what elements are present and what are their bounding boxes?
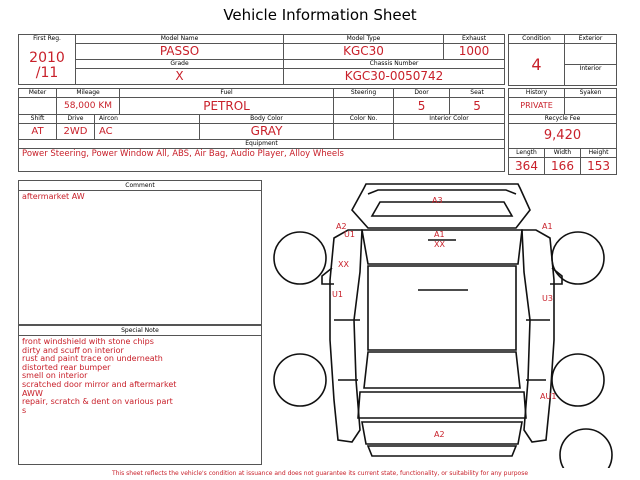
chassis-label: Chassis Number: [284, 60, 505, 69]
seat-label: Seat: [450, 89, 505, 98]
interior-color-label: Interior Color: [394, 115, 505, 124]
model-type-label: Model Type: [284, 35, 444, 44]
body-color-label: Body Color: [200, 115, 334, 124]
drive-value: 2WD: [57, 124, 95, 140]
damage-label-a3: A3: [432, 196, 443, 205]
mileage-label: Mileage: [57, 89, 120, 98]
mileage-value: 58,000 KM: [57, 98, 120, 115]
width-label: Width: [545, 149, 581, 158]
door-label: Door: [394, 89, 450, 98]
interior-label: Interior: [565, 65, 617, 86]
recycle-fee-label: Recycle Fee: [509, 115, 617, 124]
meter-label: Meter: [19, 89, 57, 98]
recycle-fee-value: 9,420: [509, 124, 617, 149]
model-type-value: KGC30: [284, 44, 444, 60]
rear-left-wheel: [274, 354, 326, 406]
comment-box: [18, 180, 262, 325]
exterior-label: Exterior: [565, 35, 617, 44]
damage-label-u1-left: U1: [332, 290, 343, 299]
roof: [368, 266, 516, 350]
special-note-box: [18, 325, 262, 465]
condition-value: 4: [509, 44, 565, 86]
vehicle-identity-table: [18, 34, 505, 85]
history-label: History: [509, 89, 565, 98]
front-bumper: [368, 190, 516, 194]
steering-label: Steering: [334, 89, 394, 98]
damage-label-xx-left: XX: [338, 260, 349, 269]
spare-wheel: [560, 429, 612, 468]
seat-value: 5: [450, 98, 505, 115]
exhaust-value: 1000: [444, 44, 505, 60]
special-note-text: front windshield with stone chips dirty and scuff on interior rust and paint trace on underneath distorted rear bumper smell on interior scratched door mirror and aftermarket AWW repair, scratch & dent on various part s: [22, 337, 177, 415]
length-label: Length: [509, 149, 545, 158]
aircon-label: Aircon: [95, 115, 200, 124]
aircon-value: AC: [95, 124, 200, 140]
grade-label: Grade: [76, 60, 284, 69]
syaken-label: Syaken: [565, 89, 617, 98]
damage-label-au1: AU1: [540, 392, 557, 401]
model-name-label: Model Name: [76, 35, 284, 44]
damage-label-a1-right: A1: [542, 222, 553, 231]
rear-boot: [358, 392, 526, 418]
condition-table: [508, 34, 617, 86]
equipment-label: Equipment: [19, 140, 505, 149]
shift-label: Shift: [19, 115, 57, 124]
left-door-mirror: [322, 268, 334, 284]
comment-label: Comment: [19, 181, 261, 191]
first-reg-cell: [19, 35, 76, 85]
rear-window: [364, 352, 520, 388]
equipment-value: Power Steering, Power Window All, ABS, Air Bag, Audio Player, Alloy Wheels: [19, 149, 505, 172]
condition-label: Condition: [509, 35, 565, 44]
shift-value: AT: [19, 124, 57, 140]
vehicle-specs-table: [18, 88, 505, 172]
rear-right-wheel: [552, 354, 604, 406]
first-reg-year: 2010: [29, 50, 65, 66]
first-reg-month: /11: [35, 65, 59, 81]
rear-bumper-lower: [368, 446, 516, 456]
damage-label-a1-center: A1: [434, 230, 445, 239]
height-label: Height: [581, 149, 617, 158]
chassis-value: KGC30-0050742: [284, 69, 505, 85]
door-value: 5: [394, 98, 450, 115]
disclaimer-footer: This sheet reflects the vehicle's condition at issuance and does not guarantee its current state, functionality, or suitability for any purpose: [111, 470, 529, 477]
fuel-label: Fuel: [120, 89, 334, 98]
history-dimensions-table: [508, 88, 617, 175]
damage-label-a2-left: A2: [336, 222, 347, 231]
front-left-wheel: [274, 232, 326, 284]
width-value: 166: [545, 158, 581, 175]
exhaust-label: Exhaust: [444, 35, 505, 44]
history-value: PRIVATE: [509, 98, 565, 115]
special-note-label: Special Note: [19, 326, 261, 336]
sheet-title: Vehicle Information Sheet: [223, 6, 417, 24]
height-value: 153: [581, 158, 617, 175]
fuel-value: PETROL: [120, 98, 334, 115]
damage-label-u1-top: U1: [344, 230, 355, 239]
length-value: 364: [509, 158, 545, 175]
color-no-label: Color No.: [334, 115, 394, 124]
model-name-value: PASSO: [76, 44, 284, 60]
grade-value: X: [76, 69, 284, 85]
first-reg-label: First Reg.: [33, 35, 61, 42]
car-damage-diagram: [268, 180, 622, 468]
damage-label-u3-right: U3: [542, 294, 553, 303]
body-color-value: GRAY: [200, 124, 334, 140]
drive-label: Drive: [57, 115, 95, 124]
damage-label-xx-center: XX: [434, 240, 445, 249]
damage-label-a2-bottom: A2: [434, 430, 445, 439]
comment-text: aftermarket AW: [22, 192, 85, 201]
right-side-body: [522, 230, 557, 442]
front-right-wheel: [552, 232, 604, 284]
